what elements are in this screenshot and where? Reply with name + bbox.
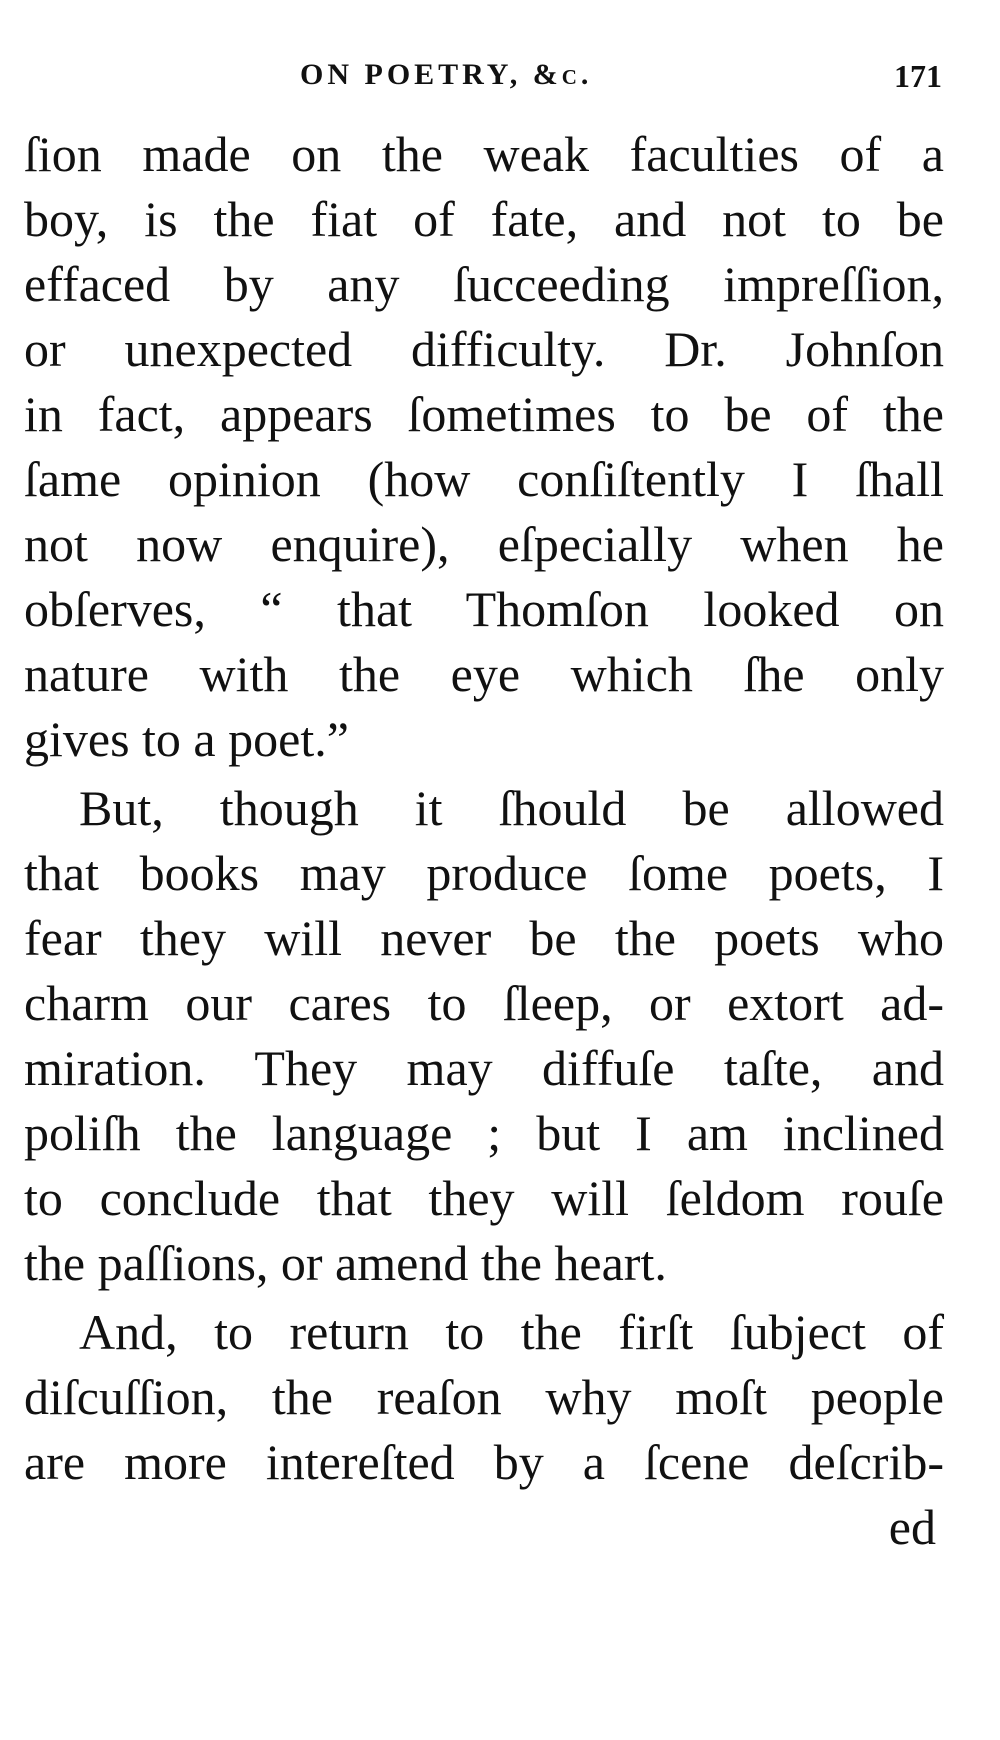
text-line: in fact, appears ſometimes to be of the — [24, 386, 944, 442]
text-line: ſame opinion (how conſiſtently I ſhall — [24, 451, 944, 507]
text-line: gives to a poet.” — [24, 711, 349, 767]
text-line: are more intereſted by a ſcene deſcrib- — [24, 1434, 944, 1490]
text-line: And, to return to the firſt ſubject of — [79, 1304, 944, 1360]
text-line: that books may produce ſome poets, I — [24, 845, 944, 901]
page-number: 171 — [894, 58, 942, 94]
running-head — [0, 58, 1000, 98]
text-line: to conclude that they will ſeldom rouſe — [24, 1170, 944, 1226]
running-title: ON POETRY, &c. — [300, 58, 593, 91]
text-line: miration. They may diffuſe taſte, and — [24, 1040, 944, 1096]
body-text — [24, 122, 944, 1560]
text-line: But, though it ſhould be allowed — [79, 780, 944, 836]
text-line: not now enquire), eſpecially when he — [24, 516, 944, 572]
text-line: diſcuſſion, the reaſon why moſt people — [24, 1369, 944, 1425]
text-line: or unexpected difficulty. Dr. Johnſon — [24, 321, 944, 377]
catchword: ed — [888, 1499, 936, 1555]
paragraph — [24, 122, 944, 772]
text-line: the paſſions, or amend the heart. — [24, 1235, 667, 1291]
paragraph — [24, 1300, 944, 1560]
text-line: obſerves, “ that Thomſon looked on — [24, 581, 944, 637]
text-line: boy, is the fiat of fate, and not to be — [24, 191, 944, 247]
text-line: charm our cares to ſleep, or extort ad- — [24, 975, 944, 1031]
text-line: nature with the eye which ſhe only — [24, 646, 944, 702]
text-line: fear they will never be the poets who — [24, 910, 944, 966]
paragraph — [24, 776, 944, 1296]
text-line: effaced by any ſucceeding impreſſion, — [24, 256, 944, 312]
text-line: poliſh the language ; but I am inclined — [24, 1105, 944, 1161]
text-line: ſion made on the weak faculties of a — [24, 126, 944, 182]
